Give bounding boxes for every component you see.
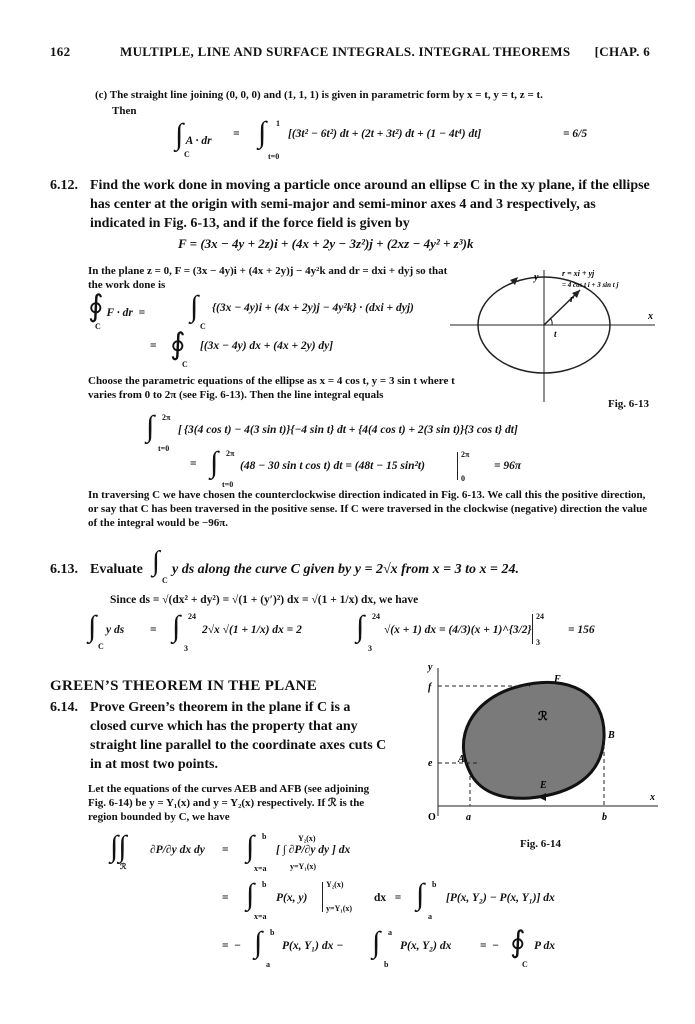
green-eq2-eval-lower: y=Y₁(x) — [326, 904, 353, 913]
work-rhs1: {(3x − 4y)i + (4x + 2y)j − 4y²k} · (dxi + dyj) — [212, 302, 414, 314]
eq-sign-4: = — [222, 844, 229, 856]
green-eq3b-upper: a — [388, 928, 392, 937]
p613-upper-2: 24 — [372, 612, 380, 621]
page-number: 162 — [50, 44, 71, 59]
line2-lower: t=0 — [222, 480, 234, 489]
line1-lower: t=0 — [158, 444, 170, 453]
eq-sign-6: = − — [222, 940, 241, 952]
figure-6-14 — [410, 658, 660, 828]
green-eq1-upper: b — [262, 832, 267, 841]
work-lhs: F · dr — [106, 307, 133, 319]
line1-int: ∫ — [146, 410, 155, 443]
problem-612-statement: Find the work done in moving a particle once around an ellipse C in the xy plane, if the ellipse has center at the origin with semi-major and semi-minor axes 4 and 3 respectively, as indicated in Fig. 6-13, and if the force field is given by — [90, 178, 650, 231]
contour-label-2: C — [95, 322, 101, 331]
green-dx-eq: dx = — [374, 892, 402, 904]
fig-6-13-caption: Fig. 6-13 — [608, 398, 649, 410]
fig14-A: A — [458, 754, 465, 765]
green-eq2-mid: P(x, y) — [276, 892, 308, 904]
fig14-f: f — [428, 682, 432, 693]
contour-label-7: C — [522, 960, 528, 969]
p613-since: Since ds = √(dx² + dy²) = √(1 + (y′)²) dx = √(1 + 1/x) dx, we have — [110, 594, 419, 606]
work-int2: ∮ — [170, 328, 186, 361]
fig13-x-label: x — [648, 311, 653, 322]
problem-614-statement: Prove Green’s theorem in the plane if C is a closed curve which has the property that any straight line parallel to the coordinate axes cuts C in at most two points. — [90, 700, 387, 772]
green-eq3c: P dx — [534, 940, 555, 952]
green-eq2-int-2: ∫ — [416, 878, 425, 911]
fig14-R: ℛ — [538, 709, 548, 723]
p613-eval-upper: 24 — [536, 612, 544, 621]
part-c-then: Then — [112, 105, 137, 117]
p613-rhs2: √(x + 1) dx = (4/3)(x + 1)^{3/2} — [384, 624, 532, 636]
p613-int3: ∫ — [356, 610, 365, 643]
eval-bar — [457, 452, 458, 480]
fig14-F: F — [554, 674, 561, 685]
green-eq1-lhs-int: ∫∫ — [110, 830, 127, 863]
line1-integrand: {3(4 cos t) − 4(3 sin t)}{−4 sin t} dt + {4(4 cos t) + 2(3 sin t)}{3 cos t} dt] — [184, 424, 518, 436]
line2-int: ∫ — [210, 446, 219, 479]
problem-number-614: 6.14. — [50, 700, 78, 715]
fig13-rdef2: = 4 cos t i + 3 sin t j — [562, 281, 619, 289]
contour-label-4: C — [182, 360, 188, 369]
green-eq2-rhs: [P(x, Y₂) − P(x, Y₁)] dx — [446, 892, 555, 904]
green-eq3b-lower: b — [384, 960, 389, 969]
line2-eval-lower: 0 — [461, 474, 465, 483]
line2-eval-upper: 2π — [461, 450, 470, 459]
p613-rhs1: 2√x √(1 + 1/x) dx = 2 — [202, 624, 302, 636]
param-text: Choose the parametric equations of the ellipse as x = 4 cos t, y = 3 sin t where t varies from 0 to 2π (see Fig. 6-13). Then the line integral equals — [88, 375, 455, 401]
fig13-y-label: y — [534, 272, 539, 283]
green-eq3-int-2: ∫ — [372, 926, 381, 959]
fig-6-14-caption: Fig. 6-14 — [520, 838, 561, 850]
part-c-integral: ∫ — [258, 116, 267, 149]
p613-eval-lower: 3 — [536, 638, 540, 647]
plane-text: In the plane z = 0, F = (3x − 4y)i + (4x + 2y)j − 4y²k and dr = dxi + dyj so that the work done is — [88, 265, 448, 291]
green-eq1-int: ∫ — [246, 830, 255, 863]
fig13-r-label: r — [570, 294, 574, 305]
part-c-result: = 6/5 — [563, 128, 588, 140]
p613-lhs: y ds — [106, 624, 125, 636]
eq-sign: = — [150, 340, 157, 352]
fig13-rdef: r = xi + yj — [562, 269, 595, 278]
eq-sign-7: = − — [480, 940, 499, 952]
p613-upper: 24 — [188, 612, 196, 621]
green-eq3-oint: ∮ — [510, 926, 526, 959]
line2-upper: 2π — [226, 449, 235, 458]
contour-label-6: C — [98, 642, 104, 651]
work-eq1: ∮ F · dr = — [88, 290, 149, 323]
p613-result: = 156 — [568, 624, 595, 636]
line1-open: [ — [178, 424, 182, 436]
p613-lower-2: 3 — [368, 644, 372, 653]
contour-label: C — [184, 150, 190, 159]
green-eq2-upper: b — [262, 880, 267, 889]
p613-lhs-int: ∫ — [88, 610, 97, 643]
part-c-upper: 1 — [276, 119, 280, 128]
contour-label-5: C — [162, 576, 168, 585]
part-c-eq: = — [233, 128, 240, 140]
part-c-lhs: A · dr — [185, 135, 212, 147]
eq-sign-5: = — [222, 892, 229, 904]
part-c-equation — [175, 120, 212, 150]
p613-lower: 3 — [184, 644, 188, 653]
fig14-a: a — [466, 812, 471, 823]
region-r — [463, 682, 604, 798]
t-arc — [550, 318, 552, 325]
integral-sign: ∫ — [175, 118, 184, 151]
problem-number-613: 6.13. — [50, 562, 78, 577]
green-eq3-int: ∫ — [254, 926, 263, 959]
running-title: MULTIPLE, LINE AND SURFACE INTEGRALS. INTEGRAL THEOREMS — [120, 44, 571, 59]
green-eq2b-lower: a — [428, 912, 432, 921]
green-region: ℛ — [120, 862, 127, 871]
fig14-B: B — [608, 730, 615, 741]
fig14-E: E — [540, 780, 547, 791]
eval-bar-3 — [322, 882, 323, 912]
force-field: F = (3x − 4y + 2z)i + (4x + 2y − 3z²)j + (2xz − 4y² + z³)k — [178, 236, 474, 251]
green-eq3: P(x, Y₁) dx − — [282, 940, 344, 952]
p613-int: ∫ — [152, 546, 160, 577]
fig14-b: b — [602, 812, 607, 823]
line2-integrand: (48 − 30 sin t cos t) dt = (48t − 15 sin²t) — [240, 460, 425, 472]
green-eq1-inner-lower: y=Y₁(x) — [290, 862, 317, 871]
p613-int2: ∫ — [172, 610, 181, 643]
eq-sign-2: = — [190, 458, 197, 470]
green-eq1-rhs: [ ∫ ∂P/∂y dy ] dx — [276, 844, 351, 856]
section-heading: GREEN’S THEOREM IN THE PLANE — [50, 678, 318, 694]
p613-evaluate: Evaluate — [90, 562, 143, 577]
green-eq1-lhs: ∂P/∂y dx dy — [150, 844, 205, 856]
let-text: Let the equations of the curves AEB and AFB (see adjoining Fig. 6-14) be y = Y₁(x) and y = Y₂(x) respectively. If ℛ is the region bounded by C, we have — [88, 783, 370, 823]
green-eq3-lower: a — [266, 960, 270, 969]
green-eq1-lower: x=a — [254, 864, 267, 873]
contour-label-3: C — [200, 322, 206, 331]
part-c-lower: t=0 — [268, 152, 280, 161]
work-int1: ∫ — [190, 290, 199, 323]
line1-upper: 2π — [162, 413, 171, 422]
fig13-t-label: t — [554, 329, 557, 339]
green-eq3b: P(x, Y₂) dx — [400, 940, 452, 952]
green-eq3-upper: b — [270, 928, 275, 937]
eval-bar-2 — [532, 614, 533, 644]
part-c-text: (c) The straight line joining (0, 0, 0) and (1, 1, 1) is given in parametric form by x = t, y = t, z = t. — [95, 89, 543, 101]
problem-number-612: 6.12. — [50, 178, 78, 193]
fig14-e: e — [428, 758, 433, 769]
green-eq1-inner-upper: Y₂(x) — [298, 834, 316, 843]
green-eq2-eval-upper: Y₂(x) — [326, 880, 344, 889]
line2-result: = 96π — [494, 460, 522, 472]
eq-sign-3: = — [150, 624, 157, 636]
fig14-y: y — [428, 662, 433, 673]
green-eq2b-upper: b — [432, 880, 437, 889]
traverse-text: In traversing C we have chosen the counterclockwise direction indicated in Fig. 6-13. We call this the positive direction, or say that C has been traversed in the positive sense. If C were traversed in the clockwise (negative) direction the value of the integral would be −96π. — [88, 489, 648, 529]
part-c-integrand: [(3t² − 6t²) dt + (2t + 3t²) dt + (1 − 4t⁴) dt] — [288, 128, 482, 140]
work-rhs2: [(3x − 4y) dx + (4x + 2y) dy] — [200, 340, 334, 352]
green-eq2-int: ∫ — [246, 878, 255, 911]
p613-statement: y ds along the curve C given by y = 2√x from x = 3 to x = 24. — [172, 562, 519, 577]
green-eq2-lower: x=a — [254, 912, 267, 921]
chapter-label: [CHAP. 6 — [594, 44, 650, 59]
figure-6-13 — [450, 262, 660, 412]
fig14-x: x — [650, 792, 655, 803]
fig14-o: O — [428, 812, 436, 823]
